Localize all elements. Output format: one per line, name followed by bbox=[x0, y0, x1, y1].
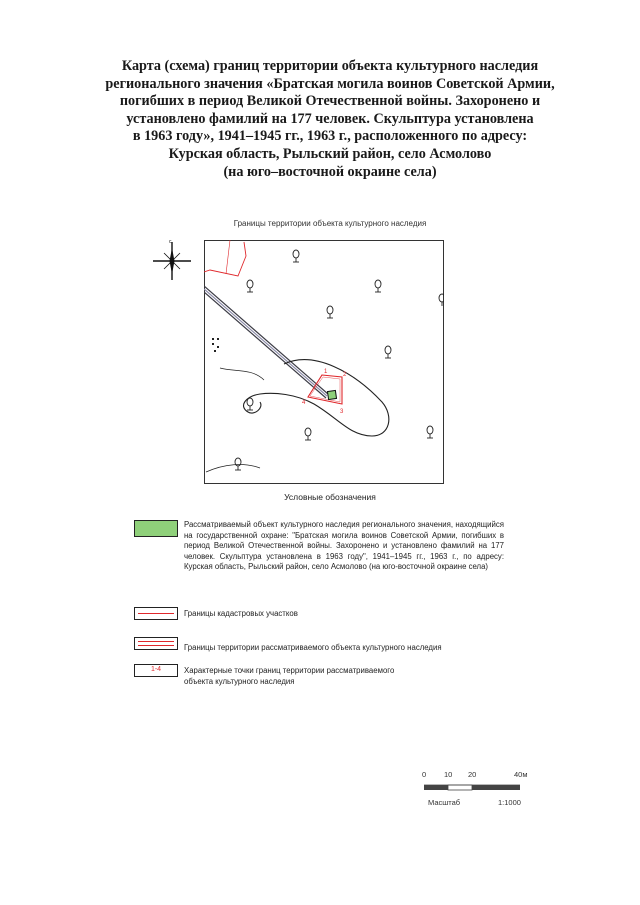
scale-tick-label: 10 bbox=[444, 770, 453, 779]
legend-points-swatch bbox=[134, 664, 178, 677]
title-line: погибших в период Великой Отечественной войны. Захоронено и bbox=[119, 93, 541, 110]
title-line: регионального значения «Братская могила воинов Советской Армии, bbox=[105, 75, 555, 92]
cadastral-map bbox=[204, 240, 444, 484]
title-line: Курская область, Рыльский район, село Асмолово bbox=[168, 145, 492, 162]
map-title-block bbox=[80, 58, 580, 181]
legend-points-label: 1-4 bbox=[150, 666, 162, 673]
heritage-object bbox=[327, 390, 336, 399]
boundary-point-label: 2 bbox=[343, 372, 347, 378]
scale-tick-label: 20 bbox=[468, 770, 477, 779]
legend-object-swatch bbox=[134, 520, 178, 537]
title-line: установлено фамилий на 177 человек. Скульптура установлена bbox=[126, 110, 534, 127]
title-line: в 1963 году», 1941–1945 гг., 1963 г., расположенного по адресу: bbox=[132, 128, 528, 145]
north-arrow-icon bbox=[150, 238, 194, 282]
title-line: Карта (схема) границ территории объекта культурного наследия bbox=[121, 58, 539, 74]
legend-heritage-swatch bbox=[134, 637, 178, 650]
map-caption: Границы территории объекта культурного наследия bbox=[233, 219, 427, 228]
scale-bar bbox=[418, 770, 548, 820]
legend-title: Условные обозначения bbox=[284, 492, 376, 502]
legend-cadastral-text: Границы кадастровых участков bbox=[184, 609, 298, 618]
scale-bar-graphic bbox=[418, 780, 548, 796]
scale-ratio: 1:1000 bbox=[498, 798, 521, 807]
legend-heritage-text: Границы территории рассматриваемого объекта культурного наследия bbox=[184, 643, 442, 652]
scale-tick-label: 40м bbox=[514, 770, 528, 779]
title-line: (на юго–восточной окраине села) bbox=[223, 163, 437, 180]
legend-points-text: Характерные точки границ территории рассматриваемого объекта культурного наследия bbox=[184, 666, 395, 686]
scale-tick-label: 0 bbox=[422, 770, 427, 779]
legend-cadastral-swatch bbox=[134, 607, 178, 620]
boundary-point-label: 1 bbox=[324, 369, 328, 375]
boundary-point-label: 3 bbox=[340, 409, 344, 415]
compass-north-label: с bbox=[169, 239, 172, 245]
legend-object-text: Рассматриваемый объект культурного наследия регионального значения, находящийся на государственной охране: "Братская могила воинов Советской Армии, погибших в период Великой Отечественной войны. Захоронено и установлено фамилий на 177 человек. Скульптура установлена в 1963 году", 1941–1945 гг., 1963 г., по адресу: Курская область, Рыльский район, село Асмолово (на юго-восточной окраине села) bbox=[184, 520, 504, 572]
boundary-point-label: 4 bbox=[302, 400, 306, 406]
scale-label: Масштаб bbox=[428, 798, 461, 807]
